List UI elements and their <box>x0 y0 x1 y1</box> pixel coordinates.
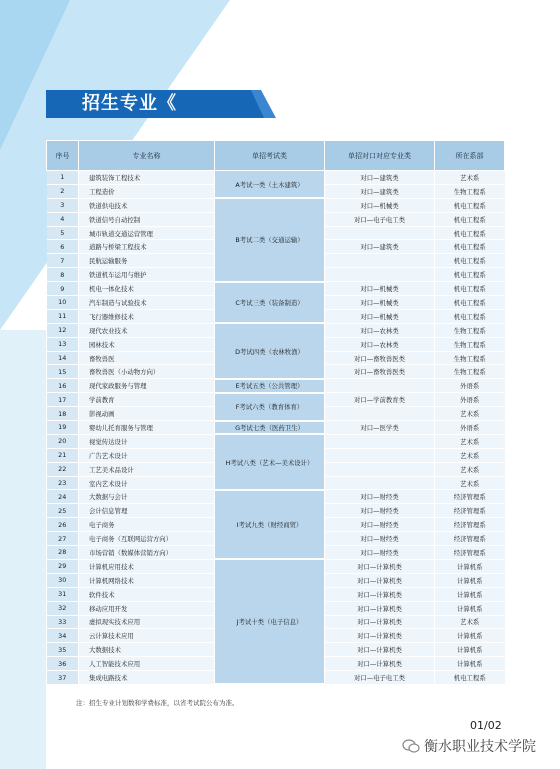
row-index: 24 <box>47 490 79 504</box>
department: 艺术系 <box>435 434 505 448</box>
department: 生物工程系 <box>435 365 505 379</box>
major-name: 视觉传达设计 <box>79 434 215 448</box>
major-name: 学前教育 <box>79 393 215 407</box>
major-name: 电子商务（互联网运营方向） <box>79 532 215 546</box>
major-name: 机电一体化技术 <box>79 282 215 296</box>
page-number: 01/02 <box>470 719 502 732</box>
department: 外语系 <box>435 379 505 393</box>
major-name: 工程造价 <box>79 184 215 198</box>
row-index: 20 <box>47 434 79 448</box>
row-index: 14 <box>47 351 79 365</box>
table-row <box>47 434 505 448</box>
matching-category: 对口—机械类 <box>325 309 435 323</box>
department: 机电工程系 <box>435 282 505 296</box>
matching-category <box>325 434 435 448</box>
header-major-name: 专业名称 <box>79 141 215 171</box>
major-name: 电子商务 <box>79 518 215 532</box>
row-index: 11 <box>47 309 79 323</box>
major-name: 大数据与会计 <box>79 490 215 504</box>
majors-table <box>46 140 505 685</box>
matching-category: 对口—农林类 <box>325 337 435 351</box>
matching-category: 对口—计算机类 <box>325 615 435 629</box>
row-index: 17 <box>47 393 79 407</box>
matching-category: 对口—计算机类 <box>325 573 435 587</box>
major-name: 工艺美术品设计 <box>79 462 215 476</box>
department: 艺术系 <box>435 448 505 462</box>
major-name: 移动应用开发 <box>79 601 215 615</box>
table-row <box>47 421 505 435</box>
matching-category: 对口—电子电工类 <box>325 212 435 226</box>
row-index: 36 <box>47 657 79 671</box>
department: 艺术系 <box>435 615 505 629</box>
row-index: 31 <box>47 587 79 601</box>
major-name: 铁道信号自动控制 <box>79 212 215 226</box>
department: 计算机系 <box>435 573 505 587</box>
department: 机电工程系 <box>435 296 505 310</box>
exam-category: D考试四类（农林牧渔） <box>215 323 325 379</box>
wechat-icon <box>402 739 420 753</box>
header-department: 所在系部 <box>435 141 505 171</box>
matching-category: 对口—计算机类 <box>325 657 435 671</box>
major-name: 民航运输服务 <box>79 254 215 268</box>
row-index: 18 <box>47 407 79 421</box>
department: 生物工程系 <box>435 184 505 198</box>
row-index: 30 <box>47 573 79 587</box>
row-index: 32 <box>47 601 79 615</box>
exam-category: H考试八类（艺术—美术设计） <box>215 434 325 490</box>
matching-category: 对口—计算机类 <box>325 601 435 615</box>
matching-category <box>325 254 435 268</box>
major-name: 会计信息管理 <box>79 504 215 518</box>
department: 计算机系 <box>435 643 505 657</box>
matching-category <box>325 268 435 282</box>
department: 计算机系 <box>435 587 505 601</box>
row-index: 19 <box>47 421 79 435</box>
row-index: 29 <box>47 559 79 573</box>
row-index: 25 <box>47 504 79 518</box>
row-index: 26 <box>47 518 79 532</box>
row-index: 8 <box>47 268 79 282</box>
department: 经济管理系 <box>435 490 505 504</box>
table-header-row <box>47 141 505 171</box>
major-name: 集成电路技术 <box>79 671 215 685</box>
matching-category <box>325 379 435 393</box>
exam-category: A考试一类（土木建筑） <box>215 171 325 199</box>
major-name: 铁道机车运用与维护 <box>79 268 215 282</box>
row-index: 7 <box>47 254 79 268</box>
matching-category <box>325 407 435 421</box>
department: 艺术系 <box>435 407 505 421</box>
row-index: 34 <box>47 629 79 643</box>
major-name: 市场营销（数媒体营销方向） <box>79 546 215 560</box>
major-name: 现代农业技术 <box>79 323 215 337</box>
major-name: 计算机应用技术 <box>79 559 215 573</box>
matching-category: 对口—电子电工类 <box>325 671 435 685</box>
major-name: 园林技术 <box>79 337 215 351</box>
department: 经济管理系 <box>435 532 505 546</box>
row-index: 1 <box>47 171 79 185</box>
matching-category: 对口—学前教育类 <box>325 393 435 407</box>
exam-category: I考试九类（财经商贸） <box>215 490 325 559</box>
row-index: 22 <box>47 462 79 476</box>
table-row <box>47 282 505 296</box>
matching-category <box>325 226 435 240</box>
department: 计算机系 <box>435 559 505 573</box>
matching-category: 对口—建筑类 <box>325 184 435 198</box>
row-index: 33 <box>47 615 79 629</box>
matching-category <box>325 476 435 490</box>
department: 经济管理系 <box>435 504 505 518</box>
department: 机电工程系 <box>435 254 505 268</box>
table-row <box>47 323 505 337</box>
row-index: 35 <box>47 643 79 657</box>
major-name: 虚拟现实技术应用 <box>79 615 215 629</box>
header-index: 序号 <box>47 141 79 171</box>
major-name: 城市轨道交通运营管理 <box>79 226 215 240</box>
major-name: 室内艺术设计 <box>79 476 215 490</box>
department: 机电工程系 <box>435 198 505 212</box>
major-name: 云计算技术应用 <box>79 629 215 643</box>
department: 经济管理系 <box>435 546 505 560</box>
major-name: 飞行器维修技术 <box>79 309 215 323</box>
row-index: 16 <box>47 379 79 393</box>
row-index: 37 <box>47 671 79 685</box>
department: 机电工程系 <box>435 671 505 685</box>
department: 外语系 <box>435 421 505 435</box>
department: 生物工程系 <box>435 351 505 365</box>
table-row <box>47 490 505 504</box>
matching-category: 对口—机械类 <box>325 282 435 296</box>
exam-category: E考试五类（公共管理） <box>215 379 325 393</box>
row-index: 9 <box>47 282 79 296</box>
matching-category: 对口—医学类 <box>325 421 435 435</box>
matching-category: 对口—财经类 <box>325 546 435 560</box>
watermark <box>402 736 536 756</box>
department: 计算机系 <box>435 629 505 643</box>
matching-category: 对口—财经类 <box>325 504 435 518</box>
major-name: 建筑装饰工程技术 <box>79 171 215 185</box>
exam-category: B考试二类（交通运输） <box>215 198 325 281</box>
department: 机电工程系 <box>435 309 505 323</box>
department: 艺术系 <box>435 171 505 185</box>
table-row <box>47 379 505 393</box>
header-matching-category: 单招对口对应专业类 <box>325 141 435 171</box>
major-name: 现代家政服务与管理 <box>79 379 215 393</box>
matching-category <box>325 462 435 476</box>
department: 机电工程系 <box>435 268 505 282</box>
major-name: 道路与桥梁工程技术 <box>79 240 215 254</box>
major-name: 畜牧兽医（小动物方向） <box>79 365 215 379</box>
department: 机电工程系 <box>435 226 505 240</box>
row-index: 28 <box>47 546 79 560</box>
row-index: 12 <box>47 323 79 337</box>
department: 机电工程系 <box>435 240 505 254</box>
department: 计算机系 <box>435 657 505 671</box>
row-index: 15 <box>47 365 79 379</box>
matching-category: 对口—建筑类 <box>325 240 435 254</box>
row-index: 2 <box>47 184 79 198</box>
exam-category: G考试七类（医药卫生） <box>215 421 325 435</box>
row-index: 21 <box>47 448 79 462</box>
matching-category: 对口—机械类 <box>325 198 435 212</box>
department: 外语系 <box>435 393 505 407</box>
major-name: 广告艺术设计 <box>79 448 215 462</box>
department: 机电工程系 <box>435 212 505 226</box>
matching-category: 对口—财经类 <box>325 490 435 504</box>
major-name: 大数据技术 <box>79 643 215 657</box>
matching-category: 对口—农林类 <box>325 323 435 337</box>
matching-category: 对口—计算机类 <box>325 629 435 643</box>
matching-category: 对口—财经类 <box>325 532 435 546</box>
matching-category: 对口—计算机类 <box>325 559 435 573</box>
table-row <box>47 393 505 407</box>
row-index: 3 <box>47 198 79 212</box>
row-index: 10 <box>47 296 79 310</box>
table-row <box>47 559 505 573</box>
header-exam-category: 单招考试类 <box>215 141 325 171</box>
row-index: 23 <box>47 476 79 490</box>
major-name: 软件技术 <box>79 587 215 601</box>
department: 计算机系 <box>435 601 505 615</box>
major-name: 计算机网络技术 <box>79 573 215 587</box>
table-row <box>47 198 505 212</box>
matching-category: 对口—建筑类 <box>325 171 435 185</box>
row-index: 27 <box>47 532 79 546</box>
row-index: 5 <box>47 226 79 240</box>
department: 艺术系 <box>435 476 505 490</box>
major-name: 汽车制造与试验技术 <box>79 296 215 310</box>
department: 经济管理系 <box>435 518 505 532</box>
matching-category: 对口—计算机类 <box>325 587 435 601</box>
exam-category: C考试三类（装备制造） <box>215 282 325 324</box>
major-name: 畜牧兽医 <box>79 351 215 365</box>
watermark-text: 衡水职业技术学院 <box>424 739 536 755</box>
matching-category: 对口—畜牧兽医类 <box>325 351 435 365</box>
section-title: 招生专业《 <box>82 93 177 114</box>
matching-category: 对口—计算机类 <box>325 643 435 657</box>
major-name: 婴幼儿托育服务与管理 <box>79 421 215 435</box>
department: 艺术系 <box>435 462 505 476</box>
major-name: 影视动画 <box>79 407 215 421</box>
major-name: 铁道供电技术 <box>79 198 215 212</box>
matching-category: 对口—机械类 <box>325 296 435 310</box>
row-index: 6 <box>47 240 79 254</box>
row-index: 4 <box>47 212 79 226</box>
exam-category: J考试十类（电子信息） <box>215 559 325 684</box>
matching-category: 对口—畜牧兽医类 <box>325 365 435 379</box>
majors-table-container <box>46 140 504 685</box>
exam-category: F考试六类（教育体育） <box>215 393 325 421</box>
department: 生物工程系 <box>435 337 505 351</box>
department: 生物工程系 <box>435 323 505 337</box>
row-index: 13 <box>47 337 79 351</box>
major-name: 人工智能技术应用 <box>79 657 215 671</box>
table-row <box>47 171 505 185</box>
matching-category: 对口—财经类 <box>325 518 435 532</box>
matching-category <box>325 448 435 462</box>
footnote: 注：招生专业计划数和学费标准，以省考试院公布为准。 <box>76 699 239 707</box>
